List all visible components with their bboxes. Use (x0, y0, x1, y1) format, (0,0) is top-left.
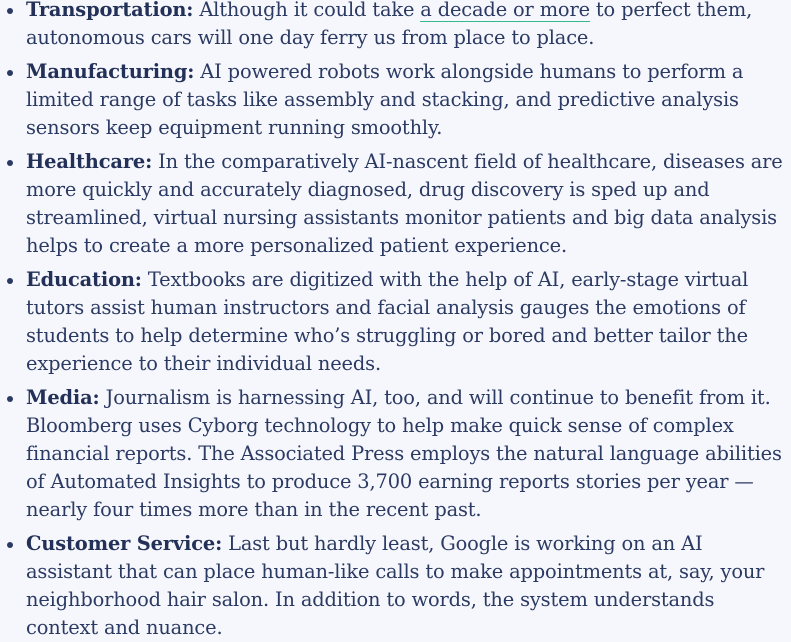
item-text: In the comparatively AI-nascent field of healthcare, diseases are more quickly and accurately diagnosed, drug discovery is sped up and streamlined, virtual nursing assistants monitor patients and big data analysis helps to create a more personalized patient experience. (26, 150, 783, 257)
bullet-marker (7, 8, 13, 14)
decade-or-more-link[interactable]: a decade or more (420, 0, 590, 21)
item-text: Last but hardly least, Google is working on an AI assistant that can place human-like calls to make appointments at, say, your neighborhood hair salon. In addition to words, the system understands context and nuance. (26, 532, 765, 639)
list-item-transportation (0, 0, 791, 52)
item-text-before-link: Although it could take (193, 0, 421, 21)
item-term: Manufacturing: (26, 60, 195, 83)
bullet-marker (7, 278, 13, 284)
item-text: Textbooks are digitized with the help of AI, early-stage virtual tutors assist human instructors and facial analysis gauges the emotions of students to help determine who’s struggling or bored and better tailor the experience to their individual needs. (26, 268, 749, 375)
bullet-marker (7, 70, 13, 76)
item-term: Customer Service: (26, 532, 223, 555)
bullet-marker (7, 160, 13, 166)
list-item-healthcare (0, 148, 791, 260)
list-item-customer-service (0, 530, 791, 642)
bullet-marker (7, 542, 13, 548)
item-term: Healthcare: (26, 150, 153, 173)
item-text: Journalism is harnessing AI, too, and will continue to benefit from it. Bloomberg uses Cyborg technology to help make quick sense of complex financial reports. The Associated Press employs the natural language abilities of Automated Insights to produce 3,700 earning reports stories per year — nearly four times more than in the recent past. (26, 386, 782, 521)
bullet-marker (7, 396, 13, 402)
item-term: Education: (26, 268, 142, 291)
item-text-after-link: to perfect them, autonomous cars will one day ferry us from place to place. (26, 0, 753, 49)
list-item-education (0, 266, 791, 378)
item-text: AI powered robots work alongside humans to perform a limited range of tasks like assembly and stacking, and predictive analysis sensors keep equipment running smoothly. (26, 60, 744, 139)
list-item-manufacturing (0, 58, 791, 142)
list-item-media (0, 384, 791, 524)
item-term: Transportation: (26, 0, 194, 21)
item-term: Media: (26, 386, 100, 409)
